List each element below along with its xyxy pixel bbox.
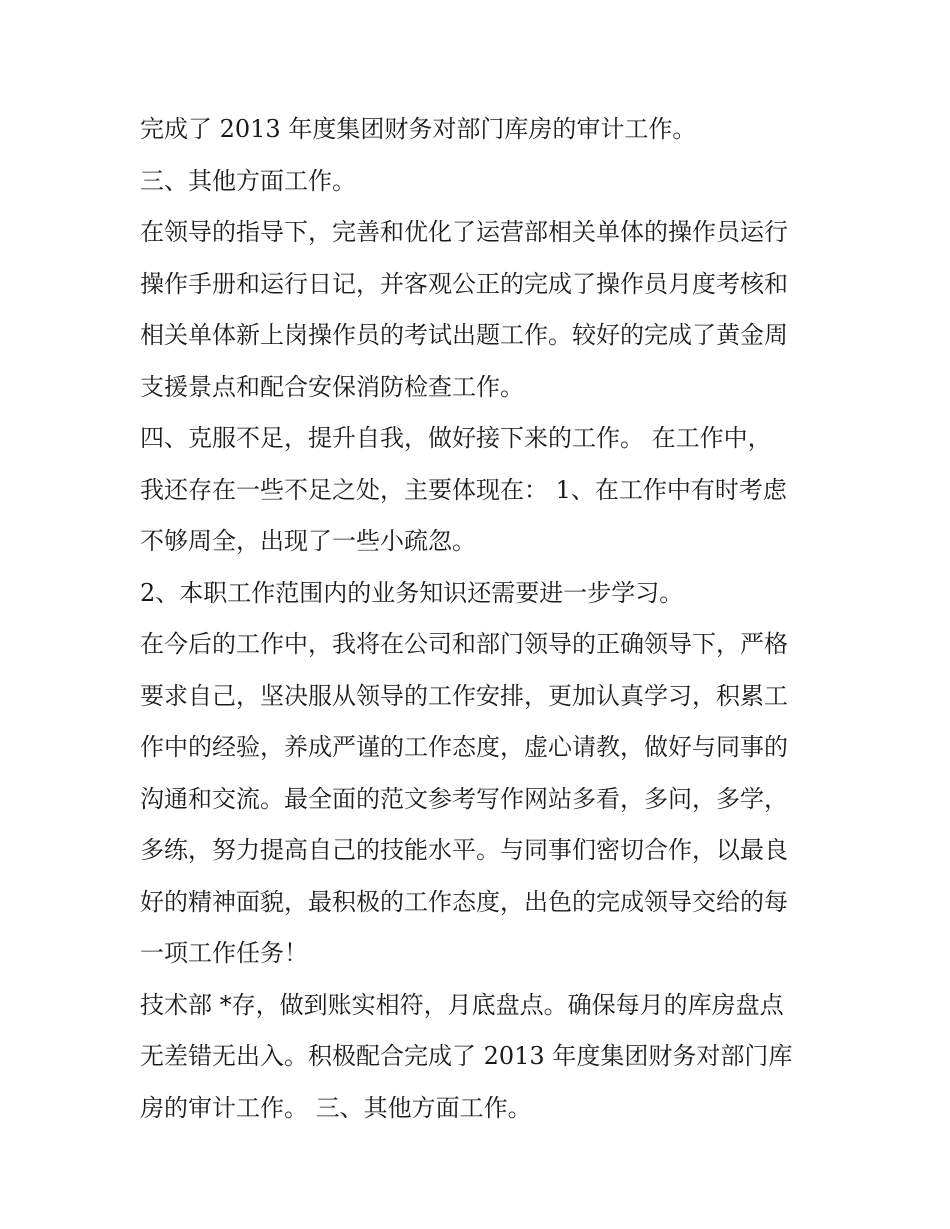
text-line: 完成了 2013 年度集团财务对部门库房的审计工作。 [140,115,697,143]
text-line: 多练，努力提高自己的技能水平。与同事们密切合作，以最良 [140,836,788,864]
text-line: 不够周全，出现了一些小疏忽。 [140,527,476,555]
text-line: 支援景点和配合安保消防检查工作。 [140,372,524,401]
section-heading: 三、其他方面工作。 [140,166,356,195]
text-line: 无差错无出入。积极配合完成了 2013 年度集团财务对部门库 [140,1042,793,1070]
text-line: 在今后的工作中，我将在公司和部门领导的正确领导下，严格 [140,630,788,658]
document-body [140,104,820,1134]
text-line: 好的精神面貌，最积极的工作态度，出色的完成领导交给的每 [140,887,788,916]
text-line: 房的审计工作。 三、其他方面工作。 [140,1093,532,1122]
section-heading: 四、克服不足，提升自我，做好接下来的工作。 在工作中， [140,424,772,452]
text-line: 我还存在一些不足之处，主要体现在： 1、在工作中有时考虑 [140,475,787,504]
text-line: 作中的经验，养成严谨的工作态度，虚心请教，做好与同事的 [140,733,788,761]
text-line: 要求自己，坚决服从领导的工作安排，更加认真学习，积累工 [140,681,788,710]
text-line: 相关单体新上岗操作员的考试出题工作。较好的完成了黄金周 [140,321,788,349]
text-line: 技术部 *存，做到账实相符，月底盘点。确保每月的库房盘点 [140,990,784,1019]
text-line: 在领导的指导下，完善和优化了运营部相关单体的操作员运行 [140,218,788,246]
text-line: 沟通和交流。最全面的范文参考写作网站多看，多问，多学， [140,784,788,813]
text-line: 一项工作任务！ [140,939,308,967]
text-line: 操作手册和运行日记，并客观公正的完成了操作员月度考核和 [140,269,788,298]
text-line: 2、本职工作范围内的业务知识还需要进一步学习。 [140,578,684,607]
